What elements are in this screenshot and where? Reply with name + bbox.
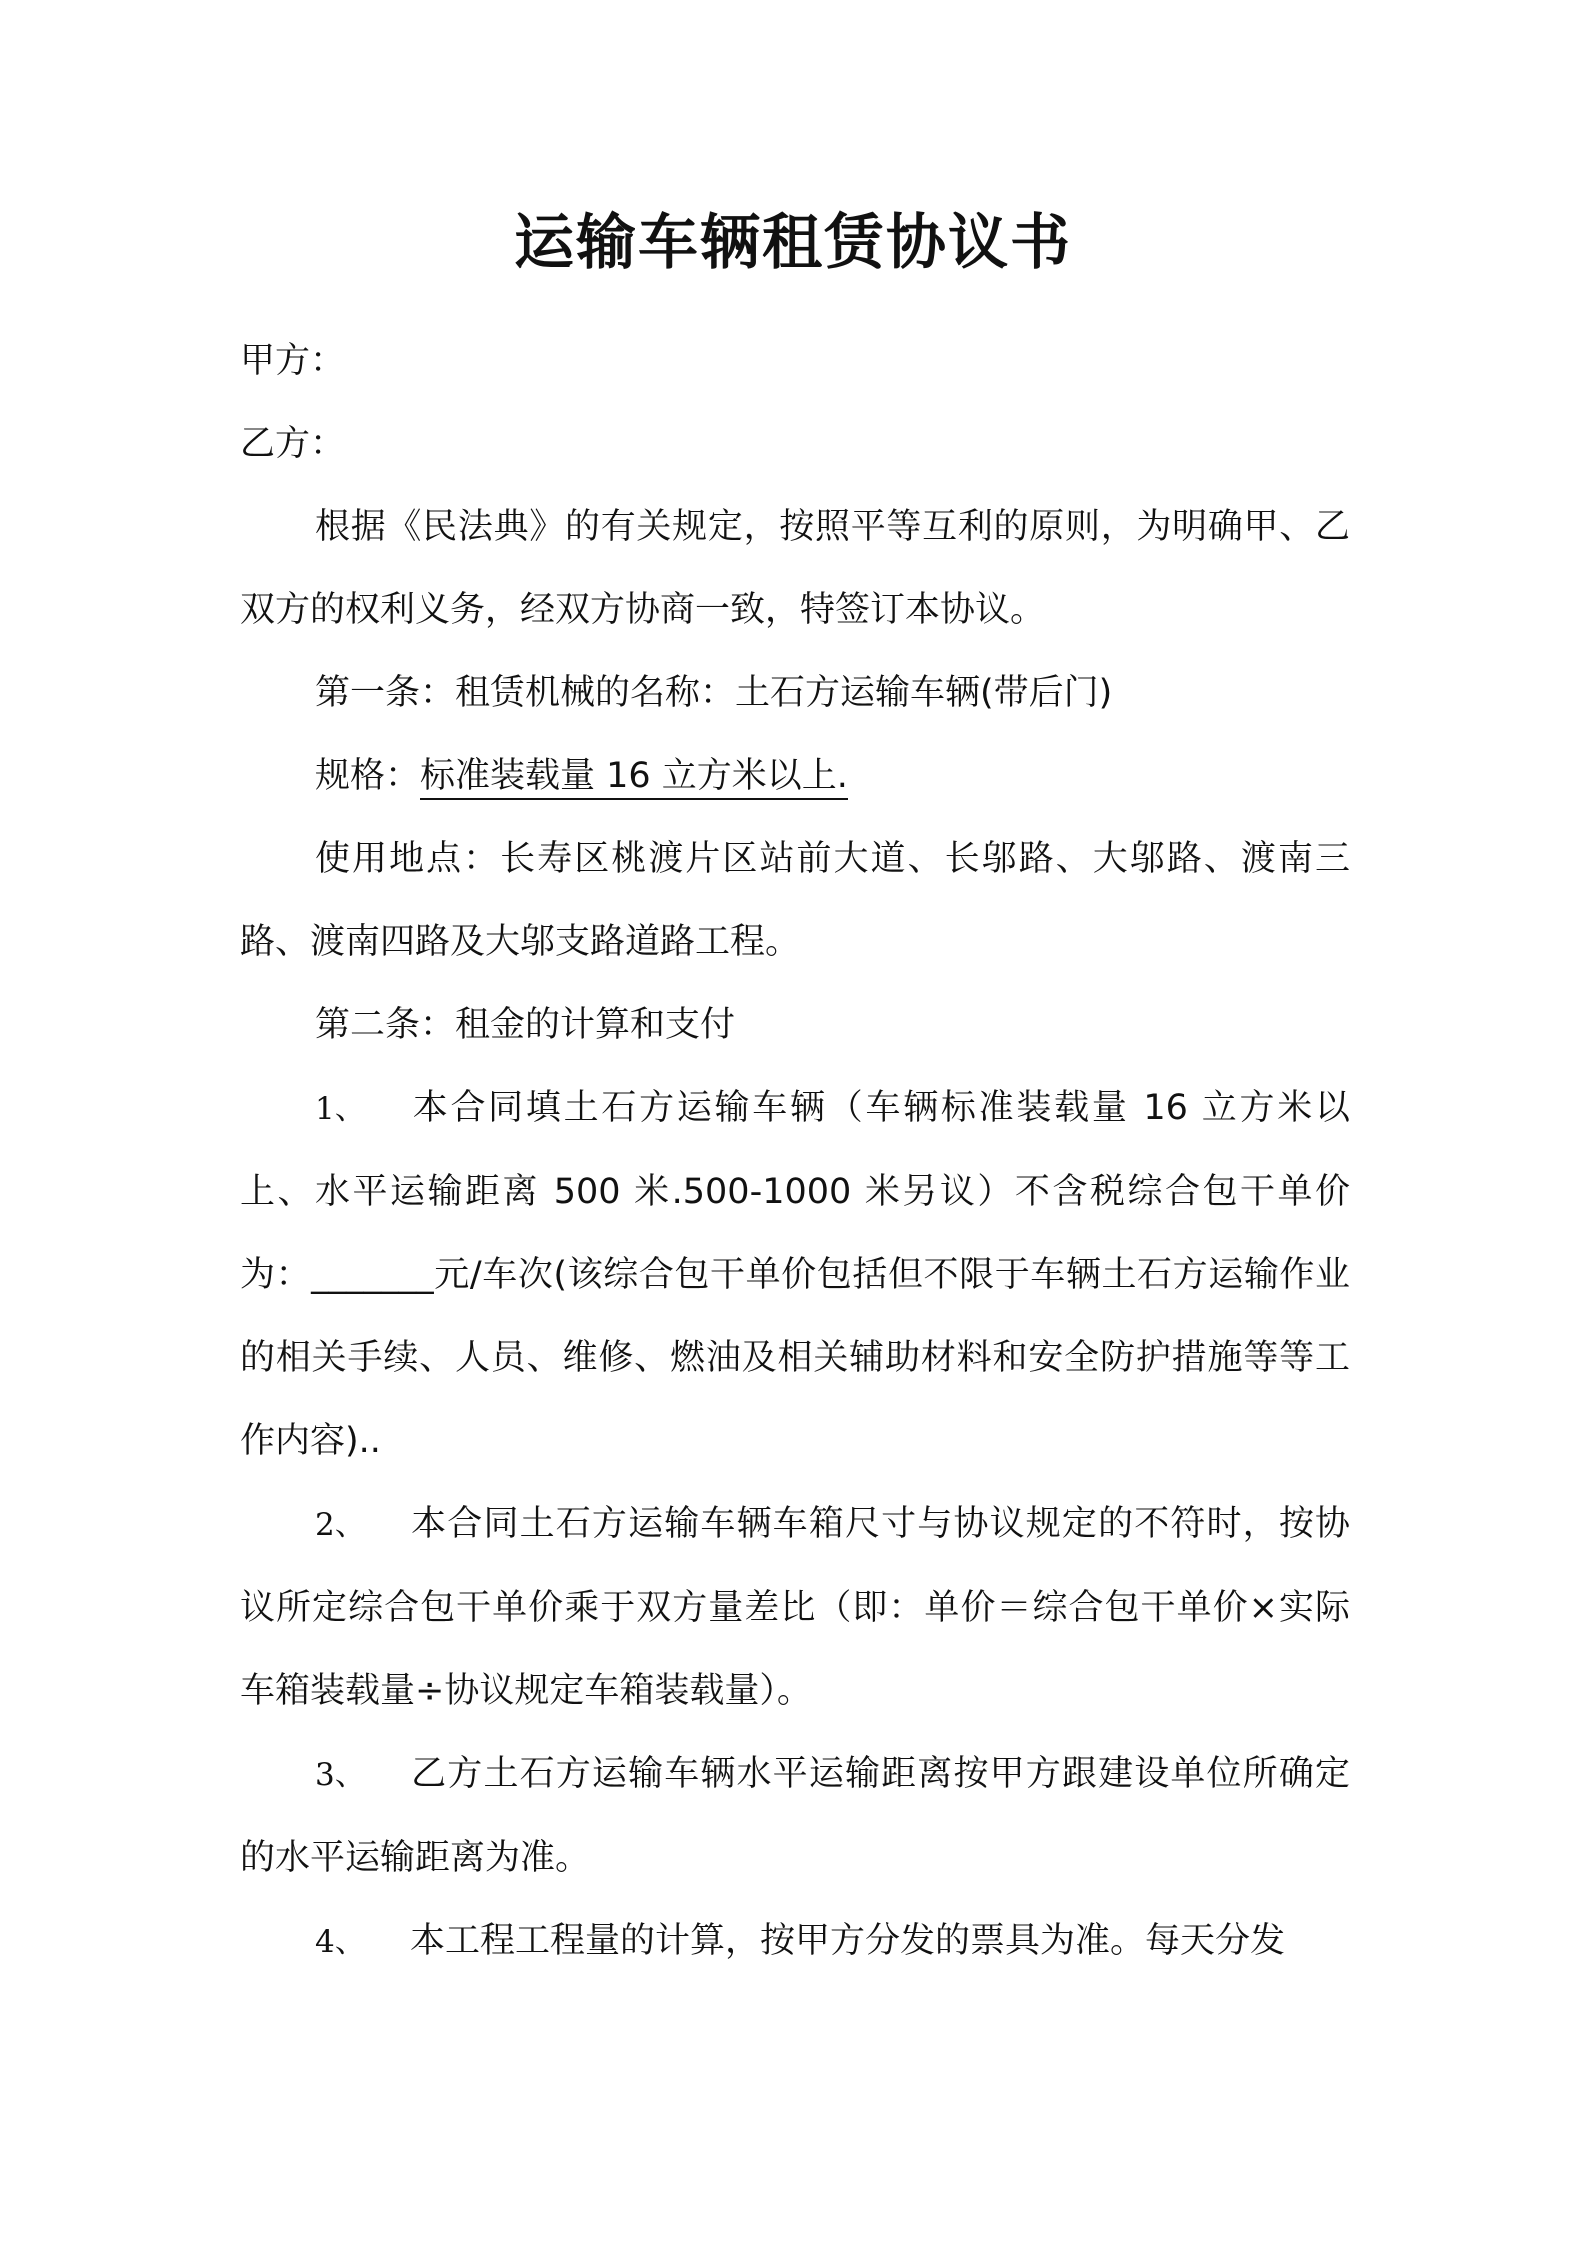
article2-heading: 第二条：租金的计算和支付	[315, 1005, 736, 1045]
item-text: 本合同土石方运输车辆车箱尺寸与协议规定的不符时，按协议所定综合包干单价乘于双方量差比（即：单价＝综合包干单价×实际车箱装载量÷协议规定车箱装载量）。	[240, 1504, 1350, 1711]
spec-label: 规格：	[315, 756, 421, 796]
list-item	[240, 1067, 1350, 1483]
item-number: 1、	[315, 1091, 366, 1127]
item-text: 本合同填土石方运输车辆（车辆标准装载量 16 立方米以上、水平运输距离 500 米.500-1000 米另议）不含税综合包干单价为：_______元/车次(该综合包干单价包括但不限于车辆土石方运输作业的相关手续、人员、维修、燃油及相关辅助材料和安全防护措施等等工作内容)..	[240, 1088, 1350, 1461]
article1-heading: 第一条：租赁机械的名称：土石方运输车辆(带后门)	[315, 673, 1113, 713]
item-number: 4、	[315, 1924, 366, 1960]
article1-spec	[240, 735, 1350, 818]
item-text: 本工程工程量的计算，按甲方分发的票具为准。每天分发	[410, 1921, 1286, 1961]
party-a-line: 甲方：	[240, 341, 346, 381]
list-item	[240, 1900, 1350, 1984]
list-item	[240, 1483, 1350, 1733]
document-title: 运输车辆租赁协议书	[514, 208, 1072, 278]
item-number: 3、	[315, 1757, 366, 1793]
list-item	[240, 1733, 1350, 1900]
item-text: 乙方土石方运输车辆水平运输距离按甲方跟建设单位所确定的水平运输距离为准。	[240, 1754, 1350, 1878]
spec-value: 标准装载量 16 立方米以上.	[420, 756, 848, 800]
preamble-paragraph: 根据《民法典》的有关规定，按照平等互利的原则，为明确甲、乙双方的权利义务，经双方协商一致，特签订本协议。	[240, 507, 1350, 630]
article1-location: 使用地点：长寿区桃渡片区站前大道、长邬路、大邬路、渡南三路、渡南四路及大邬支路道路工程。	[240, 839, 1350, 962]
document-body	[240, 320, 1350, 1984]
party-b-line: 乙方：	[240, 424, 346, 464]
item-number: 2、	[315, 1507, 366, 1543]
